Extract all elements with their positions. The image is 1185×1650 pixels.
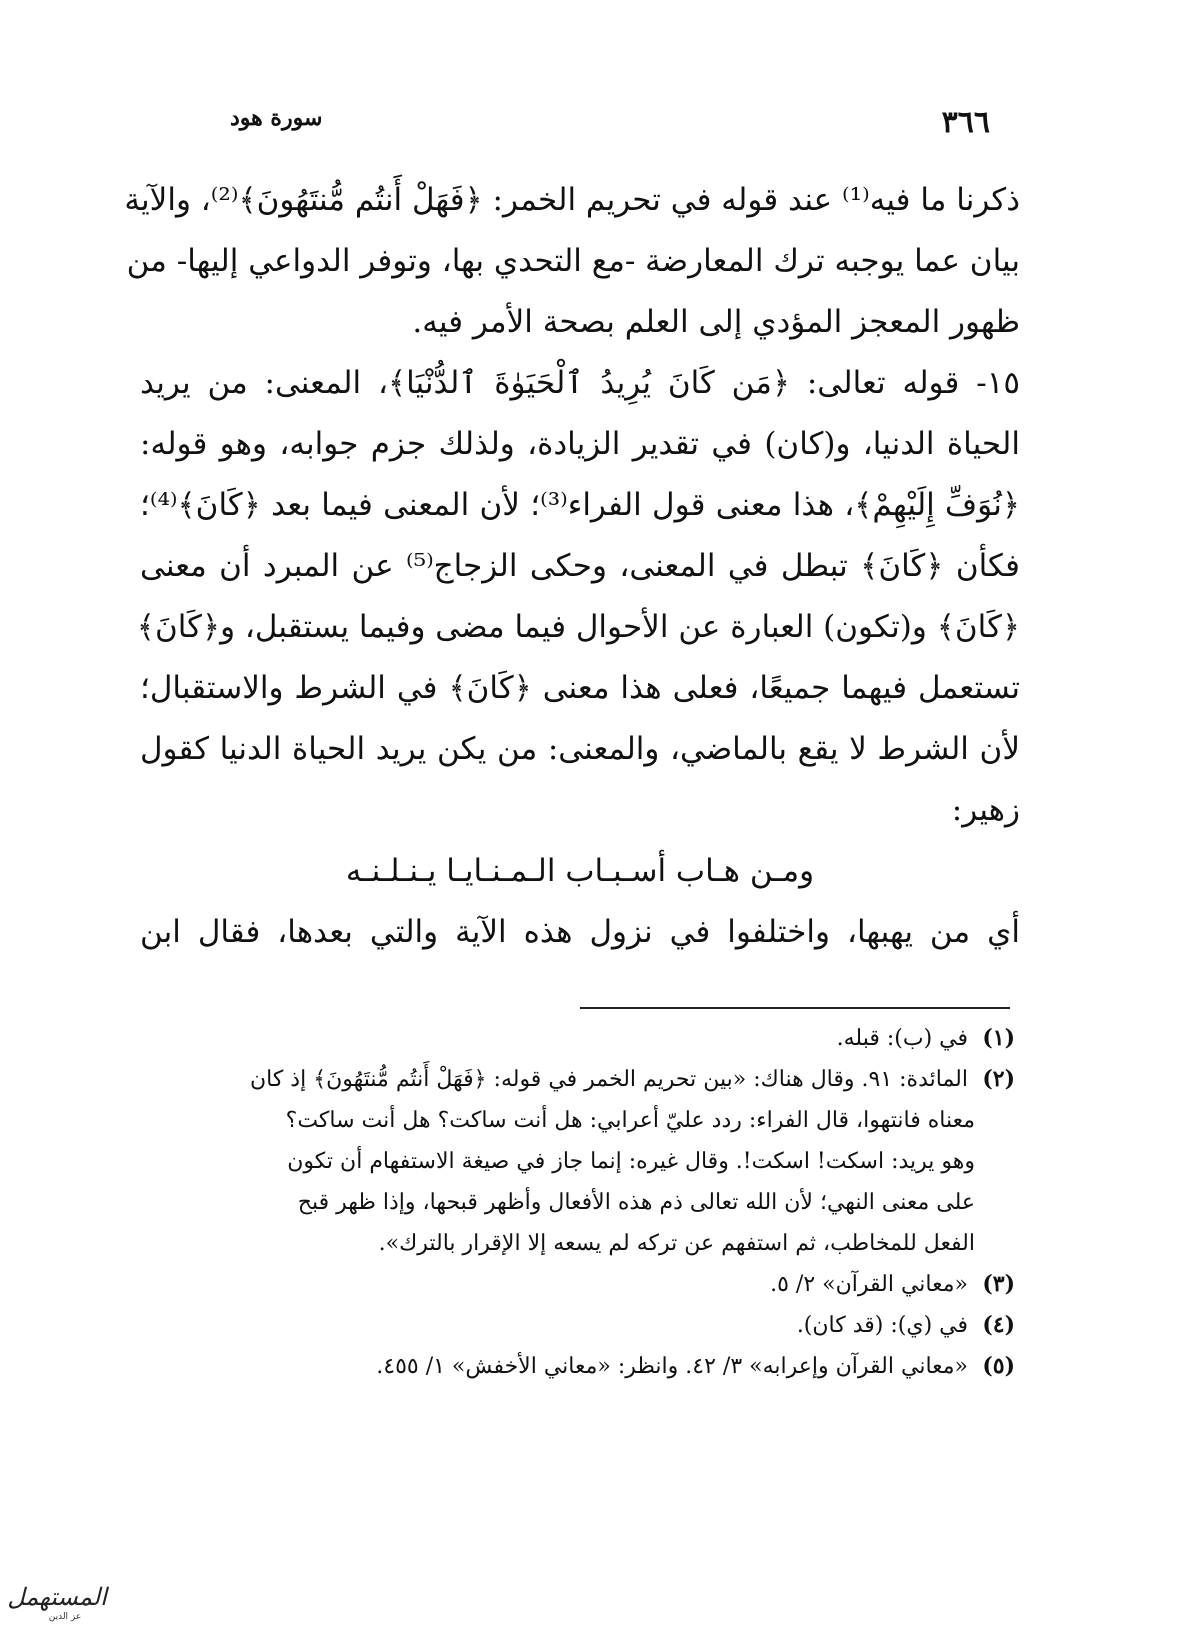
text-line: لأن الشرط لا يقع بالماضي، والمعنى: من يكن يريد الحياة الدنيا كقول (140, 731, 1020, 767)
page-header (230, 105, 990, 145)
svg-text:المستهمل: المستهمل (7, 1583, 107, 1611)
text-line: ﴿كَانَ﴾ و(تكون) العبارة عن الأحوال فيما مضى وفيما يستقبل، و﴿كَانَ﴾ (136, 609, 1020, 645)
text-line: ذكرنا ما فيه⁽¹⁾ عند قوله في تحريم الخمر: ﴿فَهَلْ أَنتُم مُّنتَهُونَ﴾⁽²⁾، والآية (124, 182, 1020, 218)
footnote-continuation: وهو يريد: اسكت! اسكت!. وقال غيره: إنما جاز في صيغة الاستفهام أن تكون (287, 1149, 975, 1174)
footnote-number: (٥) (982, 1353, 1015, 1379)
footnote-continuation: الفعل للمخاطب، ثم استفهم عن تركه لم يسعه إلا الإقرار بالترك». (378, 1231, 975, 1256)
text-line: ١٥- قوله تعالى: ﴿مَن كَانَ يُرِيدُ ٱلْحَيَوٰةَ ٱلدُّنْيَا﴾، المعنى: من يريد (140, 365, 1020, 401)
footnote (135, 1305, 1015, 1346)
publisher-logo-icon (7, 1575, 107, 1623)
text-line: أي من يهبها، واختلفوا في نزول هذه الآية والتي بعدها، فقال ابن (140, 914, 1020, 950)
footnote-continuation: على معنى النهي؛ لأن الله تعالى ذم هذه الأفعال وأظهر قبحها، وإذا ظهر قبح (297, 1190, 975, 1215)
footnote-text: في (ب): قبله. (836, 1026, 968, 1051)
footnote-text: «معاني القرآن وإعرابه» ٣/ ٤٢. وانظر: «معاني الأخفش» ١/ ٤٥٥. (376, 1354, 968, 1379)
footnote-text: «معاني القرآن» ٢/ ٥. (770, 1272, 968, 1297)
text-line: ﴿نُوَفِّ إِلَيْهِمْ﴾، هذا معنى قول الفراء⁽³⁾؛ لأن المعنى فيما بعد ﴿كَانَ﴾⁽⁴⁾؛ (140, 487, 1020, 523)
text-line: فكأن ﴿كَانَ﴾ تبطل في المعنى، وحكى الزجاج⁽⁵⁾ عن المبرد أن معنى (140, 548, 1020, 584)
footnote (135, 1059, 1015, 1264)
poetry-line: ومـن هـاب أسـبـاب الـمـنـايـا يـنـلـنـه (345, 853, 815, 889)
footnote (135, 1346, 1015, 1387)
footnote-continuation: معناه فانتهوا، قال الفراء: ردد عليّ أعرابي: هل أنت ساكت؟ هل أنت ساكت؟ (285, 1108, 975, 1133)
footnote-number: (٣) (982, 1271, 1015, 1297)
text-line: ظهور المعجز المؤدي إلى العلم بصحة الأمر فيه. (412, 304, 1020, 340)
text-line: الحياة الدنيا، و(كان) في تقدير الزيادة، ولذلك جزم جوابه، وهو قوله: (140, 426, 1020, 462)
page-number: ٣٦٦ (941, 105, 990, 140)
footnote-number: (٢) (982, 1066, 1015, 1092)
svg-text:عز الدين: عز الدين (48, 1612, 82, 1622)
footnote-text: المائدة: ٩١. وقال هناك: «بين تحريم الخمر في قوله: ﴿فَهَلْ أَنتُم مُّنتَهُونَ﴾ إذ كان (249, 1067, 968, 1092)
footnote (135, 1018, 1015, 1059)
footnote-number: (١) (982, 1025, 1015, 1051)
text-line: تستعمل فيهما جميعًا، فعلى هذا معنى ﴿كَانَ﴾ في الشرط والاستقبال؛ (140, 670, 1020, 706)
surah-title: سورة هود (230, 105, 323, 131)
footnote-text: في (ي): (قد كان). (796, 1313, 968, 1338)
footnotes (135, 1018, 1015, 1387)
text-line: زهير: (951, 792, 1020, 828)
text-line: بيان عما يوجبه ترك المعارضة -مع التحدي بها، وتوفر الدواعي إليها- من (126, 243, 1020, 279)
footnote-separator (580, 1007, 1010, 1009)
main-text (124, 170, 1020, 963)
footnote (135, 1264, 1015, 1305)
footnote-number: (٤) (982, 1312, 1015, 1338)
